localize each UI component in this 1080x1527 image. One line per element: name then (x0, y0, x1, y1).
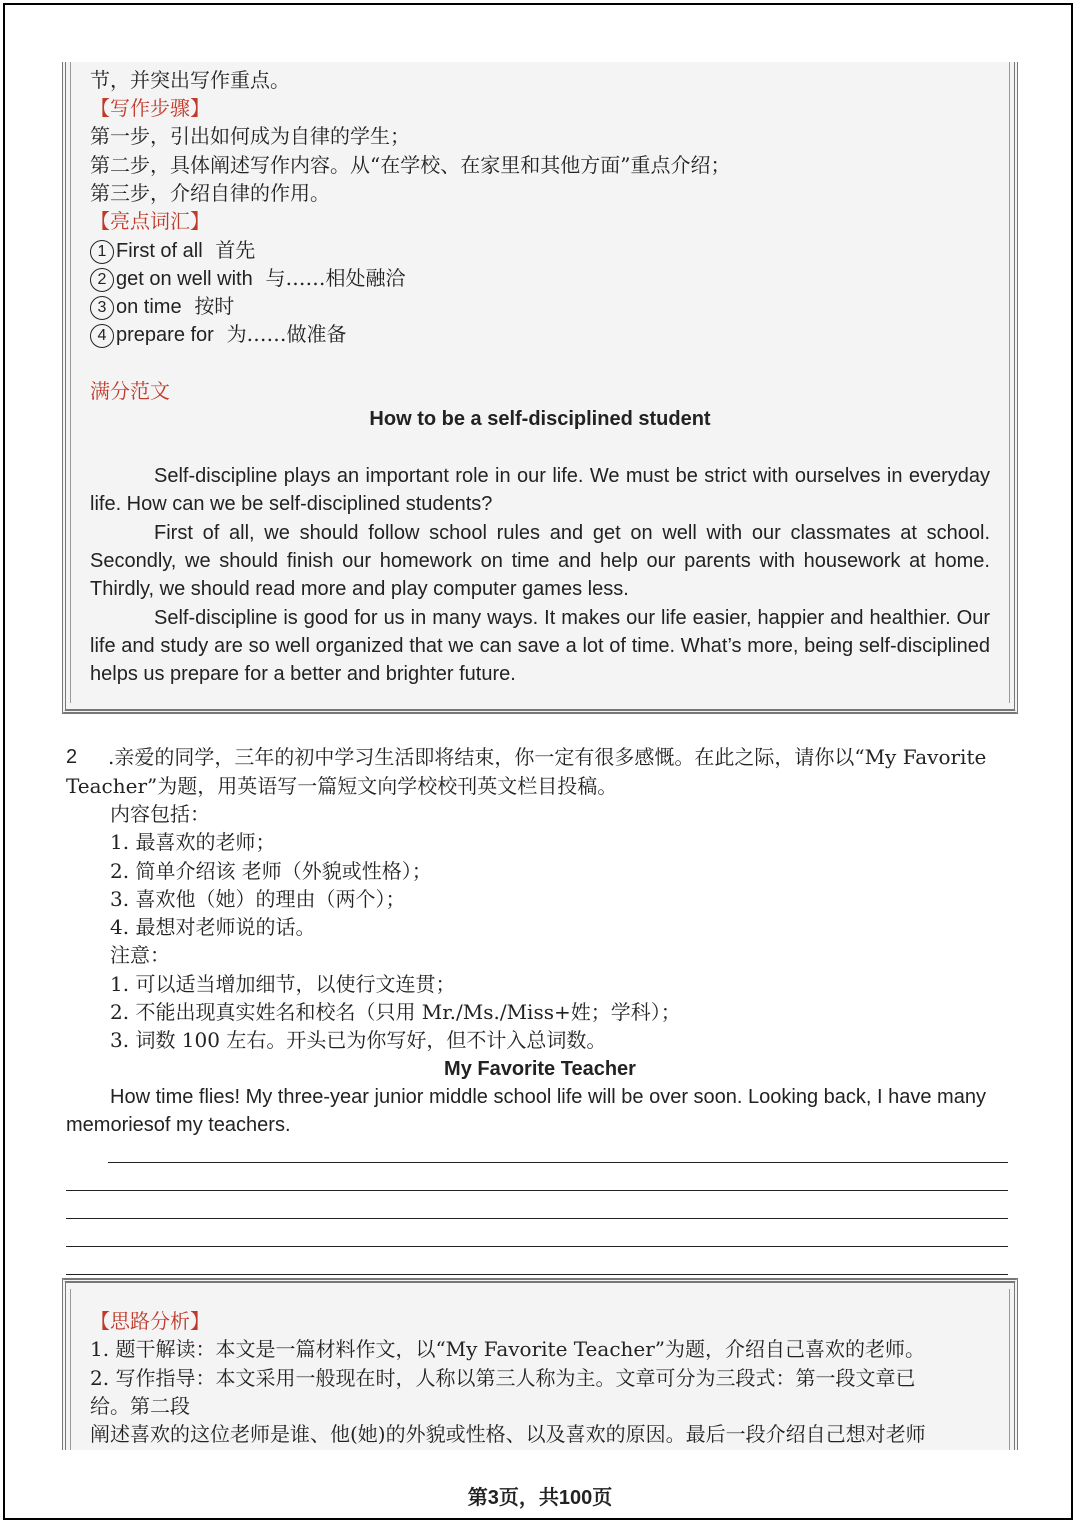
essay-line: helps us prepare for a better and brighter future. (90, 663, 516, 685)
essay-line: Thirdly, we should read more and play computer games less. (90, 578, 629, 600)
analysis-line: 2. 写作指导：本文采用一般现在时，人称以第三人称为主。文章可分为三段式：第一段文章已 (90, 1366, 916, 1390)
essay-line: Self-discipline plays an important role in our life. We must be strict with ourselves in everyday (154, 465, 990, 487)
content-item: 2. 简单介绍该 老师（外貌或性格）； (110, 859, 432, 883)
essay-line: life and study are so well organized that we can save a lot of time. What’s more, being self-disciplined (90, 635, 990, 657)
answer-line[interactable] (66, 1190, 1008, 1191)
answer-line[interactable] (66, 1274, 1008, 1275)
opening-line-1: How time flies! My three-year junior middle school life will be over soon. Looking back, I have many (110, 1086, 986, 1108)
content-heading: 内容包括： (110, 802, 210, 826)
question-prompt-line1: .亲爱的同学，三年的初中学习生活即将结束，你一定有很多感慨。在此之际，请你以“My Favorite (108, 745, 987, 769)
notes-heading: 注意： (110, 943, 170, 967)
model-essay-title: How to be a self-disciplined student (369, 408, 711, 430)
question-prompt-line2: Teacher”为题，用英语写一篇短文向学校校刊英文栏目投稿。 (66, 774, 618, 798)
essay-line: First of all, we should follow school rules and get on well with our classmates at school. (154, 522, 990, 544)
note-item: 1. 可以适当增加细节，以使行文连贯； (110, 972, 456, 996)
vocab-item: 2 get on well with 与……相处融洽 (90, 264, 405, 293)
analysis-heading: 【思路分析】 (90, 1309, 210, 1333)
content-item: 1. 最喜欢的老师； (110, 830, 276, 854)
intro-end-line: 节，并突出写作重点。 (90, 68, 290, 92)
analysis-line: 1. 题干解读：本文是一篇材料作文，以“My Favorite Teacher”为题，介绍自己喜欢的老师。 (90, 1337, 926, 1361)
answer-line[interactable] (108, 1162, 1008, 1163)
step-1: 第一步，引出如何成为自律的学生； (90, 124, 410, 148)
vocab-item: 4 prepare for 为……做准备 (90, 320, 347, 349)
question-number: 2 (66, 746, 78, 768)
note-item: 3. 词数 100 左右。开头已为你写好，但不计入总词数。 (110, 1028, 607, 1052)
content-item: 4. 最想对老师说的话。 (110, 915, 316, 939)
steps-heading: 【写作步骤】 (90, 96, 210, 120)
content-item: 3. 喜欢他（她）的理由（两个）； (110, 887, 406, 911)
note-item: 2. 不能出现真实姓名和校名（只用 Mr./Ms./Miss+姓；学科）； (110, 1000, 681, 1024)
essay-line: Self-discipline is good for us in many ways. It makes our life easier, happier and healthier. Our (154, 607, 990, 629)
question-essay-title: My Favorite Teacher (444, 1058, 636, 1080)
analysis-line: 给。第二段 (90, 1394, 190, 1418)
vocab-heading: 【亮点词汇】 (90, 209, 210, 233)
answer-line[interactable] (66, 1218, 1008, 1219)
analysis-line: 阐述喜欢的这位老师是谁、他(她)的外貌或性格、以及喜欢的原因。最后一段介绍自己想对老师 (90, 1422, 926, 1446)
vocab-item: 1 First of all 首先 (90, 236, 255, 265)
step-3: 第三步，介绍自律的作用。 (90, 181, 330, 205)
essay-line: life. How can we be self-disciplined students? (90, 493, 493, 515)
vocab-item: 3 on time 按时 (90, 292, 234, 321)
step-2: 第二步，具体阐述写作内容。从“在学校、在家里和其他方面”重点介绍； (90, 153, 731, 177)
essay-line: Secondly, we should finish our homework on time and help our parents with housework at home. (90, 550, 990, 572)
opening-line-2: memoriesof my teachers. (66, 1114, 291, 1136)
answer-line[interactable] (66, 1246, 1008, 1247)
page-number: 第3页，共100页 (467, 1487, 613, 1509)
model-essay-heading: 满分范文 (90, 379, 170, 403)
